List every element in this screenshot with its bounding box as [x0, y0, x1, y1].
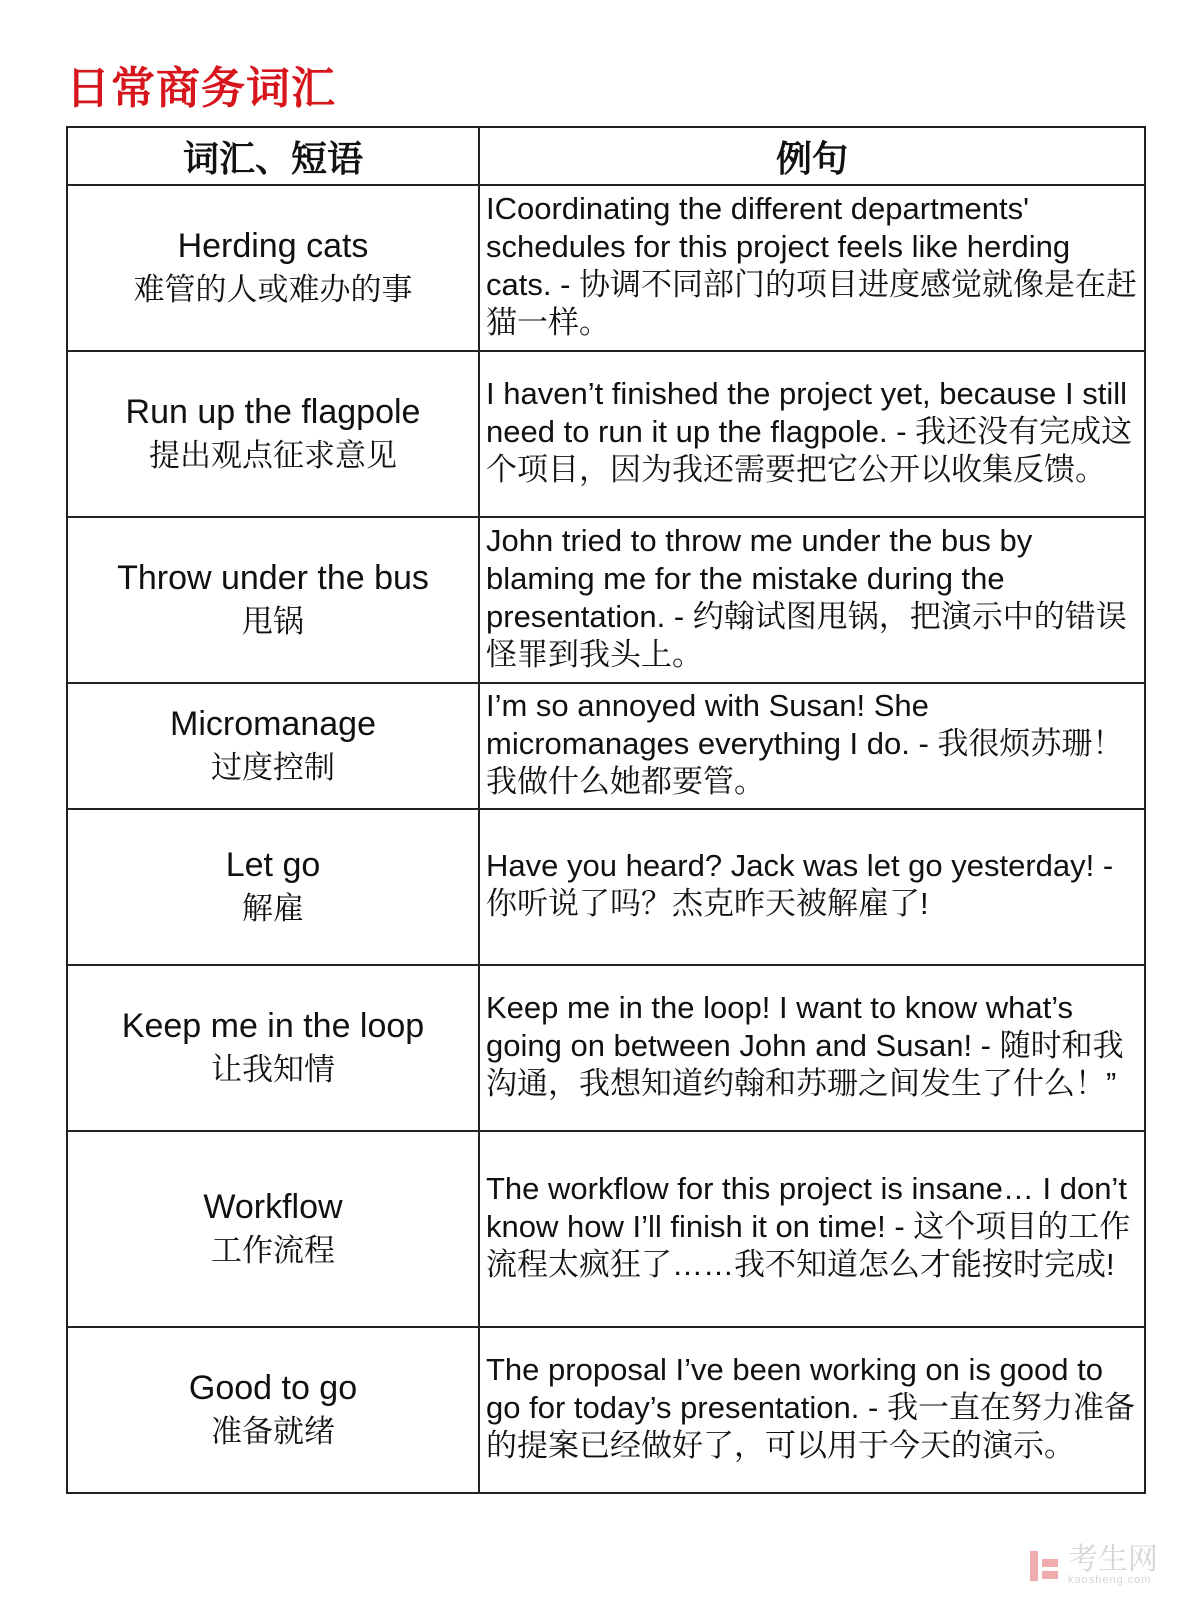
term-cell [67, 809, 479, 965]
example-sentence: John tried to throw me under the bus by blaming me for the mistake during the presentation. - 约翰试图甩锅，把演示中的错误怪罪到我头上。 [486, 523, 1127, 672]
term-english: Herding cats [177, 227, 369, 265]
term-chinese: 准备就绪 [211, 1414, 335, 1450]
example-cell [479, 351, 1145, 517]
table-row [67, 351, 1145, 517]
term-chinese: 甩锅 [242, 604, 304, 640]
example-cell [479, 683, 1145, 809]
header-example: 例句 [479, 127, 1145, 185]
example-cell [479, 517, 1145, 683]
example-cell [479, 965, 1145, 1131]
term-english: Micromanage [170, 705, 376, 743]
term-chinese: 难管的人或难办的事 [133, 272, 413, 308]
term-english: Let go [225, 846, 321, 884]
term-cell [67, 1131, 479, 1327]
term-english: Good to go [188, 1369, 358, 1407]
example-cell [479, 1327, 1145, 1493]
example-sentence: The workflow for this project is insane… I don’t know how I’ll finish it on time! - 这个项目的工作流程太疯狂了……我不知道怎么才能按时完成! [486, 1171, 1131, 1282]
term-cell [67, 1327, 479, 1493]
term-chinese: 过度控制 [211, 750, 335, 786]
term-chinese: 让我知情 [211, 1052, 335, 1088]
kaosheng-logo-icon [1026, 1549, 1060, 1583]
example-sentence: Keep me in the loop! I want to know what’s going on between John and Susan! - 随时和我沟通，我想知道约翰和苏珊之间发生了什么！” [486, 990, 1124, 1101]
term-english: Workflow [203, 1188, 343, 1226]
term-chinese: 工作流程 [211, 1233, 335, 1269]
term-cell [67, 185, 479, 351]
header-term: 词汇、短语 [67, 127, 479, 185]
example-sentence: I’m so annoyed with Susan! She micromanages everything I do. - 我很烦苏珊！我做什么她都要管。 [486, 688, 1124, 799]
table-row [67, 1327, 1145, 1493]
table-header-row [67, 127, 1145, 185]
example-sentence: The proposal I’ve been working on is good to go for today’s presentation. - 我一直在努力准备的提案已经做好了，可以用于今天的演示。 [486, 1352, 1135, 1463]
example-sentence: I haven’t finished the project yet, because I still need to run it up the flagpole. - 我还没有完成这个项目，因为我还需要把它公开以收集反馈。 [486, 376, 1133, 487]
table-row [67, 185, 1145, 351]
watermark [1026, 1542, 1158, 1586]
example-cell [479, 1131, 1145, 1327]
term-cell [67, 965, 479, 1131]
example-cell [479, 809, 1145, 965]
watermark-url: kaosheng.com [1068, 1574, 1152, 1586]
vocabulary-table [66, 126, 1146, 1494]
term-english: Keep me in the loop [121, 1007, 425, 1045]
term-cell [67, 683, 479, 809]
example-sentence: ICoordinating the different departments' schedules for this project feels like herding cats. - 协调不同部门的项目进度感觉就像是在赶猫一样。 [486, 191, 1138, 340]
term-cell [67, 517, 479, 683]
watermark-text [1068, 1542, 1158, 1586]
table-row [67, 517, 1145, 683]
term-cell [67, 351, 479, 517]
example-cell [479, 185, 1145, 351]
term-english: Run up the flagpole [125, 393, 421, 431]
page-title: 日常商务词汇 [66, 63, 336, 114]
table-row [67, 809, 1145, 965]
table-row [67, 683, 1145, 809]
term-chinese: 提出观点征求意见 [149, 438, 397, 474]
term-chinese: 解雇 [242, 891, 304, 927]
term-english: Throw under the bus [117, 559, 429, 597]
table-row [67, 965, 1145, 1131]
watermark-chinese: 考生网 [1068, 1542, 1158, 1577]
example-sentence: Have you heard? Jack was let go yesterday! - 你听说了吗？杰克昨天被解雇了! [486, 848, 1114, 921]
table-row [67, 1131, 1145, 1327]
